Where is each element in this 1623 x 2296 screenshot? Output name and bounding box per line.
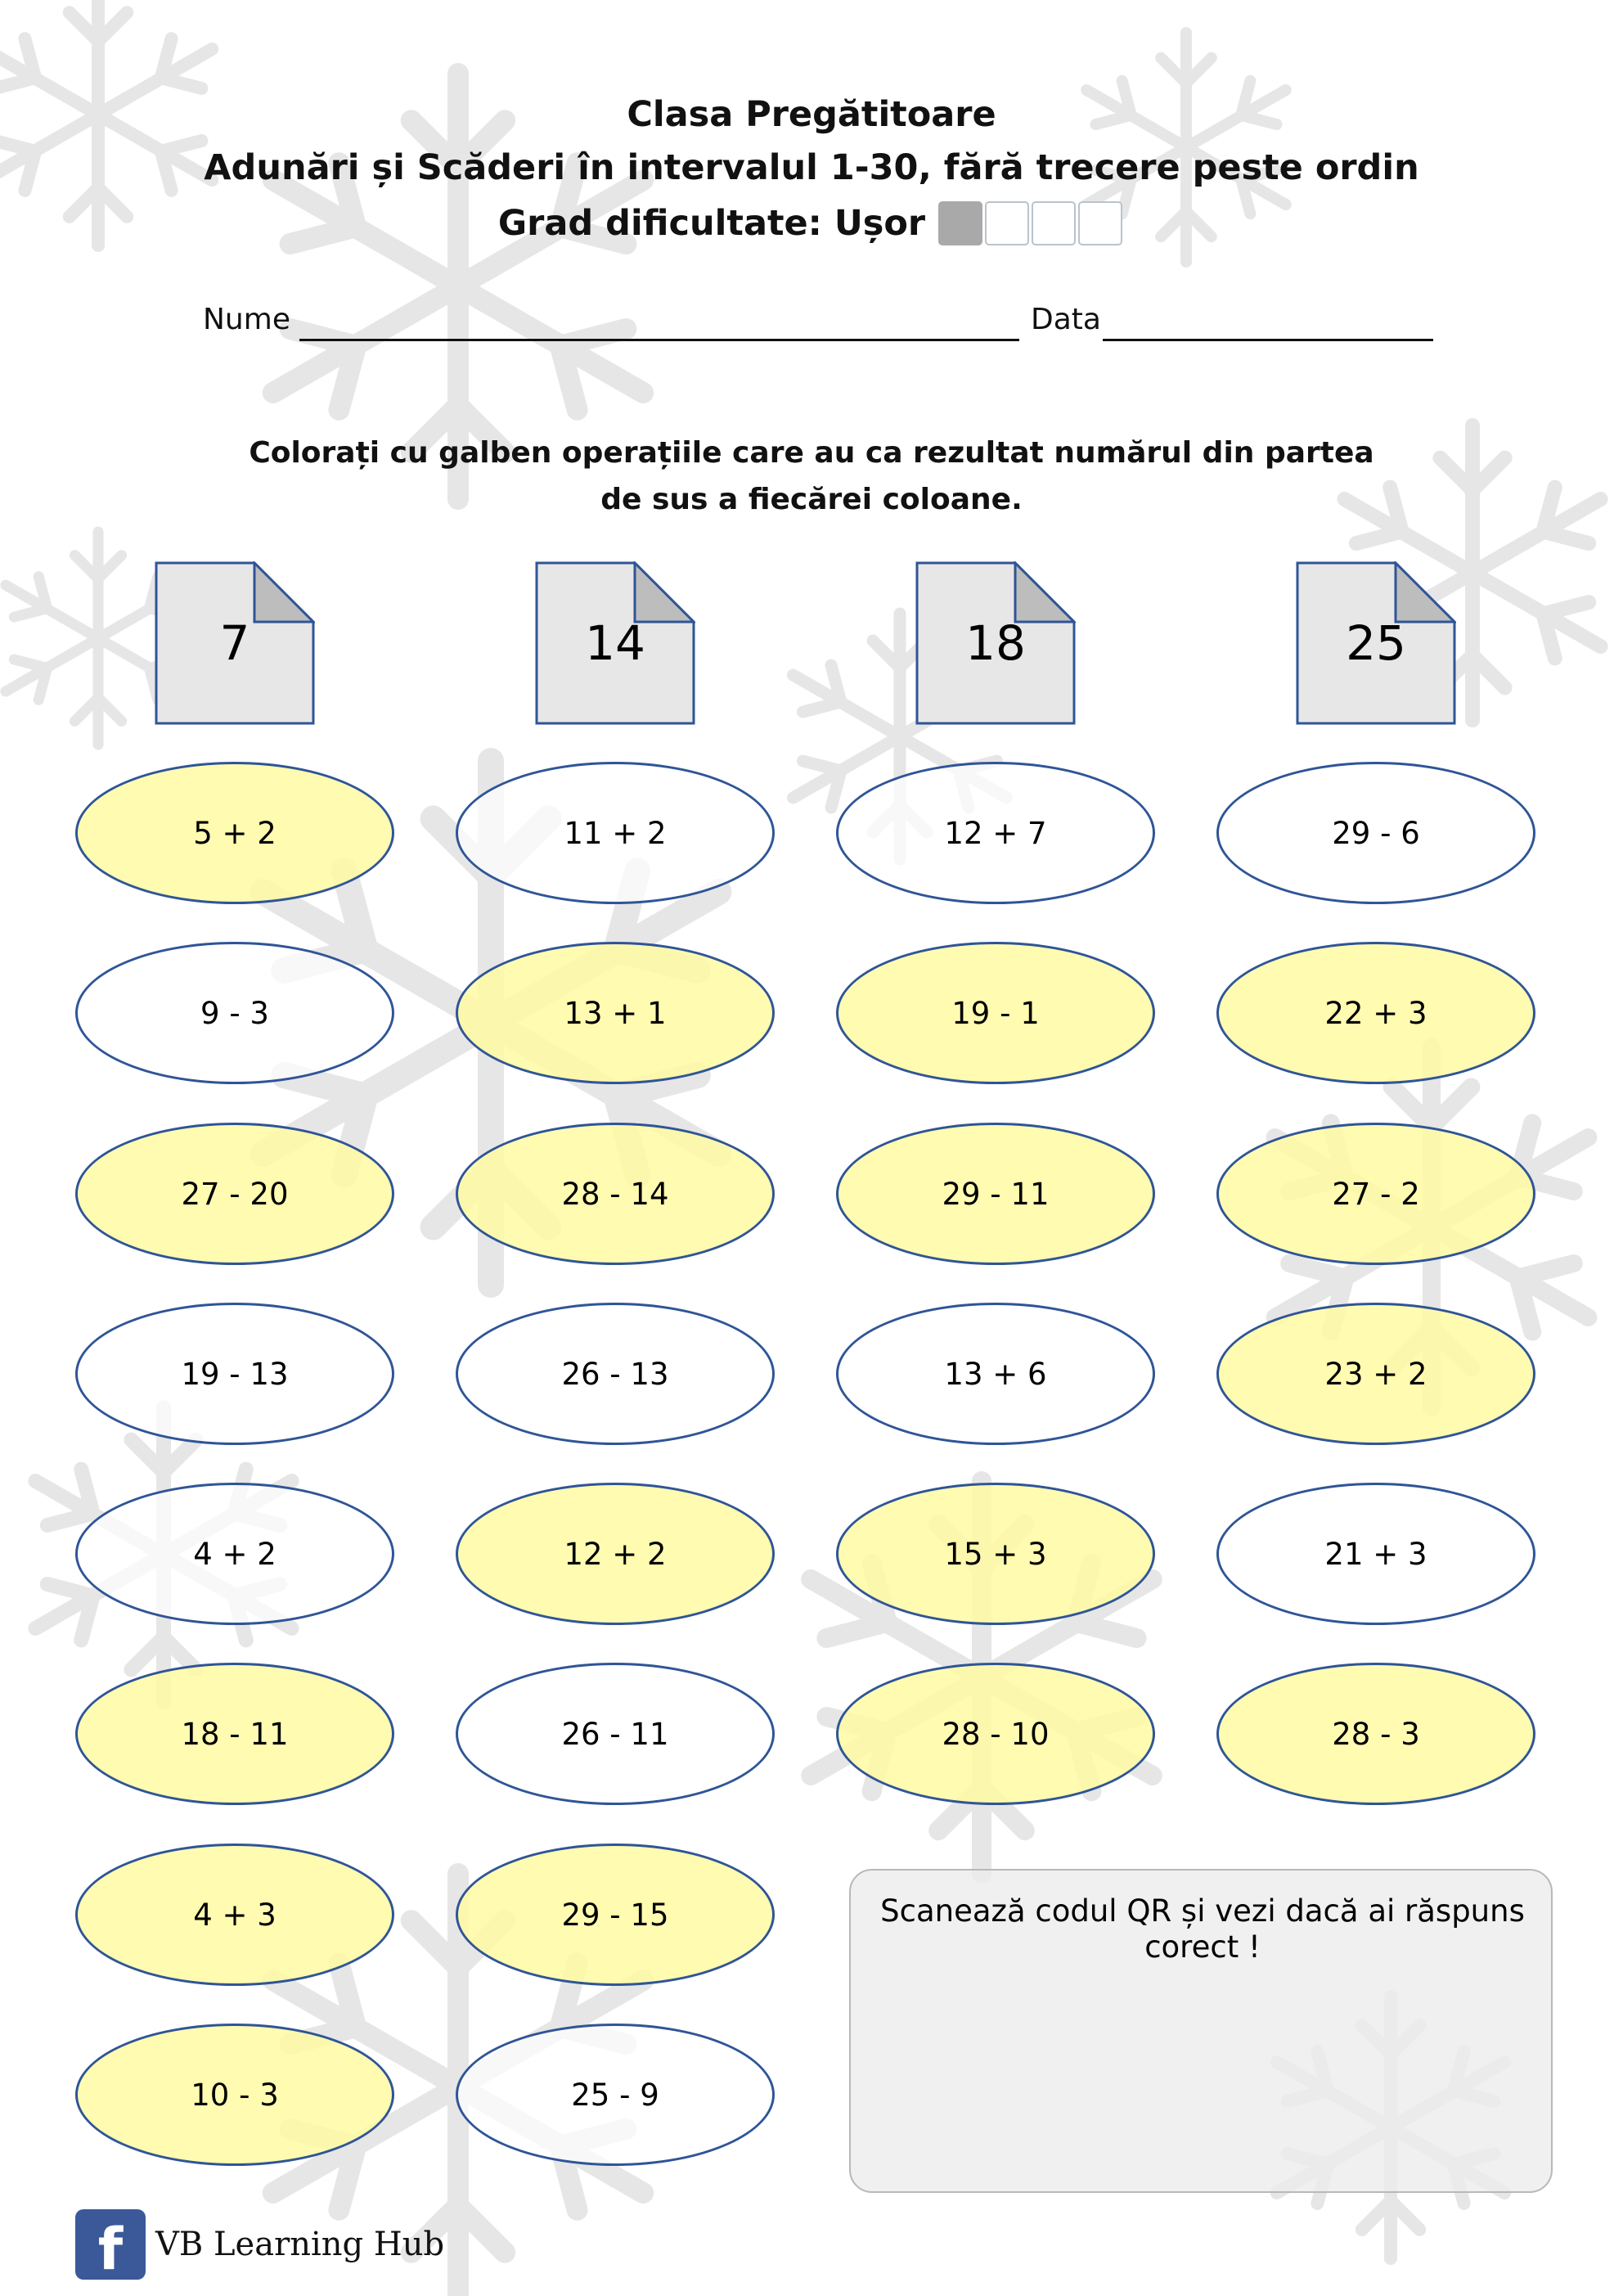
operation-text: 13 + 1 [564,995,667,1031]
operation-text: 9 - 3 [200,995,269,1031]
qr-code-box [849,1869,1553,2193]
operation-oval[interactable] [75,1123,394,1265]
operation-text: 29 - 11 [942,1176,1050,1212]
difficulty-box [985,201,1029,245]
operation-oval[interactable] [1216,1123,1535,1265]
target-number: 25 [1346,615,1406,671]
name-field[interactable] [299,339,1019,341]
operation-text: 10 - 3 [191,2077,279,2113]
operation-oval[interactable] [1216,942,1535,1084]
worksheet-title: Adunări și Scăderi în intervalul 1-30, fără trecere peste ordin [204,147,1419,188]
operation-oval[interactable] [456,1483,775,1625]
operation-oval[interactable] [836,762,1155,904]
operation-text: 12 + 2 [564,1536,667,1572]
target-number-card [155,561,315,725]
operation-text: 21 + 3 [1324,1536,1427,1572]
operation-oval[interactable] [75,762,394,904]
operation-oval[interactable] [1216,1303,1535,1445]
operation-oval[interactable] [456,942,775,1084]
operation-text: 12 + 7 [944,815,1047,851]
operation-text: 23 + 2 [1324,1356,1427,1392]
date-field[interactable] [1103,339,1433,341]
difficulty-box [938,201,982,245]
operation-oval[interactable] [75,942,394,1084]
target-number-card [915,561,1076,725]
operation-text: 22 + 3 [1324,995,1427,1031]
operation-oval[interactable] [75,1663,394,1805]
instruction-line-2: de sus a fiecărei coloane. [600,483,1023,516]
difficulty-meter [938,201,1125,245]
target-number: 14 [585,615,645,671]
operation-oval[interactable] [456,2024,775,2166]
operation-text: 4 + 2 [193,1536,276,1572]
operation-text: 29 - 15 [561,1897,669,1933]
operation-oval[interactable] [836,1663,1155,1805]
name-label: Nume [203,303,290,336]
qr-instruction: Scanează codul QR și vezi dacă ai răspuns corect ! [880,1893,1525,1965]
operation-text: 26 - 11 [561,1716,669,1752]
footer [75,2208,444,2281]
target-number: 18 [965,615,1026,671]
operation-text: 4 + 3 [193,1897,276,1933]
date-label: Data [1031,303,1101,336]
operation-oval[interactable] [836,942,1155,1084]
difficulty-row [0,201,1623,245]
operation-oval[interactable] [1216,1483,1535,1625]
operation-oval[interactable] [456,1844,775,1986]
instruction-line-1: Colorați cu galben operațiile care au ca rezultat numărul din partea [249,436,1374,470]
operation-text: 25 - 9 [571,2077,659,2113]
operation-oval[interactable] [456,1303,775,1445]
target-number-card [535,561,695,725]
operation-oval[interactable] [75,1844,394,1986]
operation-text: 28 - 14 [561,1176,669,1212]
target-number-card [1296,561,1456,725]
operation-oval[interactable] [836,1123,1155,1265]
operation-oval[interactable] [1216,762,1535,904]
operation-oval[interactable] [836,1303,1155,1445]
difficulty-label: Grad dificultate: Ușor [497,203,926,244]
operation-text: 11 + 2 [564,815,667,851]
operation-oval[interactable] [75,2024,394,2166]
facebook-icon[interactable]: f [75,2209,146,2280]
name-date-row [203,303,1446,352]
operation-text: 18 - 11 [181,1716,289,1752]
operation-oval[interactable] [75,1483,394,1625]
operation-text: 19 - 1 [951,995,1040,1031]
operation-text: 28 - 3 [1332,1716,1420,1752]
operation-text: 27 - 20 [181,1176,289,1212]
class-title: Clasa Pregătitoare [627,94,996,135]
operation-text: 26 - 13 [561,1356,669,1392]
brand-name: VB Learning Hub [155,2226,445,2263]
operation-text: 15 + 3 [944,1536,1047,1572]
operation-oval[interactable] [456,1123,775,1265]
difficulty-box [1078,201,1122,245]
operation-oval[interactable] [456,762,775,904]
operation-text: 19 - 13 [181,1356,289,1392]
operation-text: 5 + 2 [193,815,276,851]
operation-text: 13 + 6 [944,1356,1047,1392]
operation-oval[interactable] [456,1663,775,1805]
target-number: 7 [219,615,250,671]
operation-oval[interactable] [1216,1663,1535,1805]
operation-text: 28 - 10 [942,1716,1050,1752]
difficulty-box [1032,201,1076,245]
operation-oval[interactable] [836,1483,1155,1625]
operation-oval[interactable] [75,1303,394,1445]
operation-text: 29 - 6 [1332,815,1420,851]
operation-text: 27 - 2 [1332,1176,1420,1212]
